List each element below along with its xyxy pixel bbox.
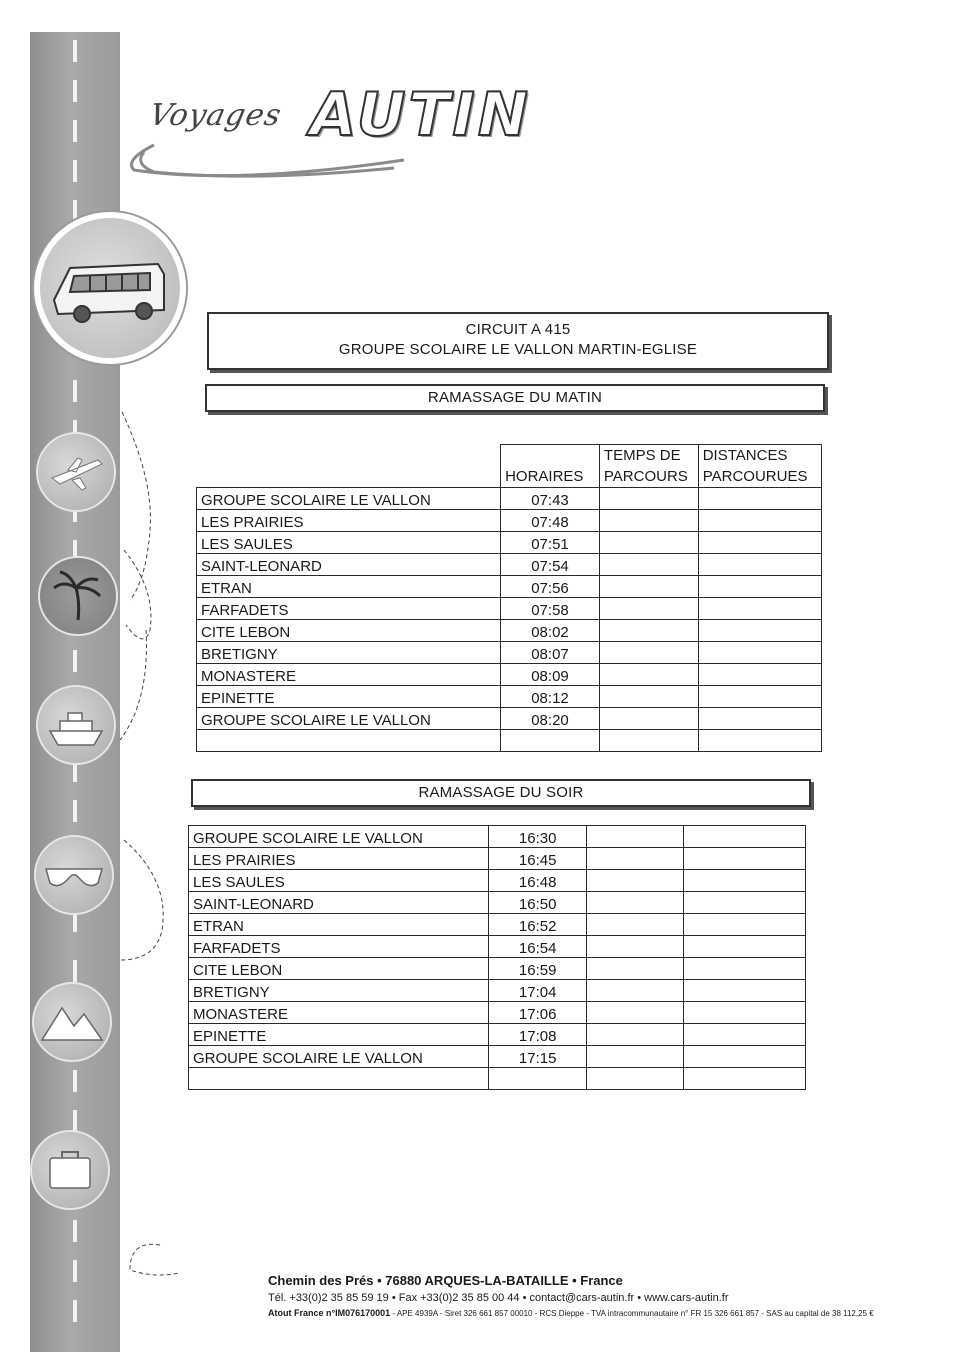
company-legal bbox=[268, 1308, 874, 1318]
stop-name: BRETIGNY bbox=[189, 980, 489, 1002]
travel-time-cell bbox=[599, 488, 698, 510]
table-header-row bbox=[197, 445, 822, 488]
travel-time-cell bbox=[586, 1024, 683, 1046]
evening-schedule-table bbox=[188, 825, 806, 1090]
distance-cell bbox=[698, 620, 821, 642]
road-dash bbox=[73, 960, 77, 982]
morning-section-title bbox=[205, 384, 825, 412]
travel-time-cell bbox=[586, 826, 683, 848]
travel-time-cell bbox=[586, 1002, 683, 1024]
road-dash bbox=[73, 80, 77, 102]
table-row bbox=[197, 510, 822, 532]
stop-time: 17:04 bbox=[489, 980, 586, 1002]
stop-time: 16:30 bbox=[489, 826, 586, 848]
distance-cell bbox=[684, 914, 806, 936]
stop-time: 08:20 bbox=[501, 708, 600, 730]
road-dash bbox=[73, 1110, 77, 1132]
travel-time-cell bbox=[586, 980, 683, 1002]
travel-time-cell bbox=[586, 958, 683, 980]
blank-cell bbox=[684, 1068, 806, 1090]
blank-cell bbox=[599, 730, 698, 752]
table-row bbox=[189, 980, 806, 1002]
distance-cell bbox=[698, 642, 821, 664]
distance-cell bbox=[698, 510, 821, 532]
travel-time-cell bbox=[586, 870, 683, 892]
stop-time: 16:50 bbox=[489, 892, 586, 914]
stop-time: 07:43 bbox=[501, 488, 600, 510]
distance-cell bbox=[698, 576, 821, 598]
table-row bbox=[197, 576, 822, 598]
stop-name: GROUPE SCOLAIRE LE VALLON bbox=[197, 488, 501, 510]
evening-section-title bbox=[191, 779, 811, 807]
table-row bbox=[189, 826, 806, 848]
column-horaires bbox=[501, 445, 600, 488]
brand-script: Voyages bbox=[146, 98, 285, 133]
stop-time: 07:56 bbox=[501, 576, 600, 598]
travel-time-cell bbox=[586, 892, 683, 914]
table-row bbox=[197, 642, 822, 664]
stop-name: GROUPE SCOLAIRE LE VALLON bbox=[189, 826, 489, 848]
road-dash bbox=[73, 1220, 77, 1242]
stop-name: SAINT-LEONARD bbox=[189, 892, 489, 914]
table-row bbox=[189, 892, 806, 914]
distance-cell bbox=[698, 554, 821, 576]
footer bbox=[268, 1273, 874, 1318]
distance-cell bbox=[684, 870, 806, 892]
travel-time-cell bbox=[599, 708, 698, 730]
stop-name: LES SAULES bbox=[197, 532, 501, 554]
column-distances-line2: PARCOURUES bbox=[702, 468, 808, 485]
travel-time-cell bbox=[599, 598, 698, 620]
stop-time: 16:52 bbox=[489, 914, 586, 936]
stop-name: BRETIGNY bbox=[197, 642, 501, 664]
table-row bbox=[189, 958, 806, 980]
table-row bbox=[197, 488, 822, 510]
blank-cell bbox=[489, 1068, 586, 1090]
column-temps bbox=[599, 445, 698, 488]
road-dash bbox=[73, 120, 77, 142]
travel-time-cell bbox=[599, 576, 698, 598]
travel-time-cell bbox=[599, 510, 698, 532]
distance-cell bbox=[684, 892, 806, 914]
bus-icon bbox=[34, 212, 186, 364]
table-row bbox=[197, 686, 822, 708]
stop-name: CITE LEBON bbox=[197, 620, 501, 642]
stop-time: 17:08 bbox=[489, 1024, 586, 1046]
travel-time-cell bbox=[599, 686, 698, 708]
stop-name: CITE LEBON bbox=[189, 958, 489, 980]
stop-time: 08:02 bbox=[501, 620, 600, 642]
distance-cell bbox=[684, 1046, 806, 1068]
table-row bbox=[189, 1002, 806, 1024]
stop-name: GROUPE SCOLAIRE LE VALLON bbox=[197, 708, 501, 730]
table-row bbox=[197, 598, 822, 620]
road-dash bbox=[73, 1260, 77, 1282]
travel-time-cell bbox=[599, 532, 698, 554]
travel-time-cell bbox=[599, 642, 698, 664]
stop-time: 07:58 bbox=[501, 598, 600, 620]
blank-cell bbox=[197, 730, 501, 752]
column-temps-line1: TEMPS DE bbox=[603, 447, 681, 464]
column-temps-line2: PARCOURS bbox=[603, 468, 688, 485]
evening-title-text: RAMASSAGE DU SOIR bbox=[418, 784, 584, 801]
table-row bbox=[189, 1046, 806, 1068]
distance-cell bbox=[698, 686, 821, 708]
travel-time-cell bbox=[586, 914, 683, 936]
blank-cell bbox=[501, 730, 600, 752]
stop-name: EPINETTE bbox=[197, 686, 501, 708]
distance-cell bbox=[684, 958, 806, 980]
company-address: Chemin des Prés • 76880 ARQUES-LA-BATAILLE • France bbox=[268, 1273, 623, 1288]
distance-cell bbox=[684, 1002, 806, 1024]
morning-schedule-table bbox=[196, 444, 822, 752]
circuit-subtitle: GROUPE SCOLAIRE LE VALLON MARTIN-EGLISE bbox=[338, 341, 698, 358]
stop-time: 08:12 bbox=[501, 686, 600, 708]
stop-time: 16:59 bbox=[489, 958, 586, 980]
table-row bbox=[189, 1024, 806, 1046]
table-row bbox=[189, 848, 806, 870]
blank-cell bbox=[189, 1068, 489, 1090]
table-row bbox=[189, 914, 806, 936]
distance-cell bbox=[684, 936, 806, 958]
brand-name: AUTIN bbox=[310, 80, 531, 150]
stop-name: FARFADETS bbox=[189, 936, 489, 958]
stop-time: 07:51 bbox=[501, 532, 600, 554]
blank-cell bbox=[586, 1068, 683, 1090]
stop-time: 17:15 bbox=[489, 1046, 586, 1068]
stop-name: LES PRAIRIES bbox=[197, 510, 501, 532]
distance-cell bbox=[698, 664, 821, 686]
blank-cell bbox=[698, 730, 821, 752]
table-row bbox=[197, 554, 822, 576]
stop-name: MONASTERE bbox=[197, 664, 501, 686]
stop-name: GROUPE SCOLAIRE LE VALLON bbox=[189, 1046, 489, 1068]
stop-name: ETRAN bbox=[197, 576, 501, 598]
suitcase-icon bbox=[30, 1130, 110, 1210]
stop-time: 07:54 bbox=[501, 554, 600, 576]
road-dash bbox=[73, 1300, 77, 1322]
stop-name: LES PRAIRIES bbox=[189, 848, 489, 870]
circuit-title: CIRCUIT A 415 bbox=[465, 321, 571, 338]
table-row bbox=[189, 936, 806, 958]
table-row bbox=[189, 870, 806, 892]
distance-cell bbox=[684, 826, 806, 848]
table-row bbox=[197, 664, 822, 686]
stop-name: ETRAN bbox=[189, 914, 489, 936]
road-dash bbox=[73, 650, 77, 672]
header-spacer bbox=[197, 445, 501, 488]
travel-time-cell bbox=[599, 620, 698, 642]
legal-details: - APE 4939A - Siret 326 661 857 00010 - RCS Dieppe - TVA intracommunautaire n° FR 15 326 661 857 - SAS au capital de 38 112.25 € bbox=[390, 1309, 874, 1318]
travel-time-cell bbox=[599, 664, 698, 686]
dotted-path-decoration bbox=[100, 400, 180, 1280]
stop-time: 08:07 bbox=[501, 642, 600, 664]
stop-time: 16:48 bbox=[489, 870, 586, 892]
stop-time: 16:54 bbox=[489, 936, 586, 958]
distance-cell bbox=[698, 598, 821, 620]
stop-name: MONASTERE bbox=[189, 1002, 489, 1024]
table-row-blank bbox=[197, 730, 822, 752]
travel-time-cell bbox=[586, 1046, 683, 1068]
morning-title-text: RAMASSAGE DU MATIN bbox=[427, 389, 603, 406]
table-row bbox=[197, 708, 822, 730]
distance-cell bbox=[684, 1024, 806, 1046]
stop-time: 08:09 bbox=[501, 664, 600, 686]
stop-name: LES SAULES bbox=[189, 870, 489, 892]
distance-cell bbox=[698, 488, 821, 510]
distance-cell bbox=[684, 980, 806, 1002]
table-row-blank bbox=[189, 1068, 806, 1090]
stop-time: 17:06 bbox=[489, 1002, 586, 1024]
company-contact: Tél. +33(0)2 35 85 59 19 • Fax +33(0)2 35 85 00 44 • contact@cars-autin.fr • www.cars-autin.fr bbox=[268, 1292, 729, 1304]
travel-time-cell bbox=[586, 936, 683, 958]
travel-time-cell bbox=[599, 554, 698, 576]
road-dash bbox=[73, 800, 77, 822]
circuit-header-box bbox=[207, 312, 829, 370]
stop-time: 07:48 bbox=[501, 510, 600, 532]
road-dash bbox=[73, 40, 77, 62]
table-row bbox=[197, 620, 822, 642]
table-row bbox=[197, 532, 822, 554]
stop-name: SAINT-LEONARD bbox=[197, 554, 501, 576]
road-dash bbox=[73, 160, 77, 182]
column-distances bbox=[698, 445, 821, 488]
travel-time-cell bbox=[586, 848, 683, 870]
stop-name: FARFADETS bbox=[197, 598, 501, 620]
road-dash bbox=[73, 380, 77, 402]
distance-cell bbox=[698, 708, 821, 730]
road-dash bbox=[73, 1070, 77, 1092]
distance-cell bbox=[698, 532, 821, 554]
stop-name: EPINETTE bbox=[189, 1024, 489, 1046]
stop-time: 16:45 bbox=[489, 848, 586, 870]
distance-cell bbox=[684, 848, 806, 870]
column-horaires-label: HORAIRES bbox=[505, 468, 584, 485]
legal-registration: Atout France n°IM076170001 bbox=[268, 1308, 391, 1318]
column-distances-line1: DISTANCES bbox=[702, 447, 788, 464]
